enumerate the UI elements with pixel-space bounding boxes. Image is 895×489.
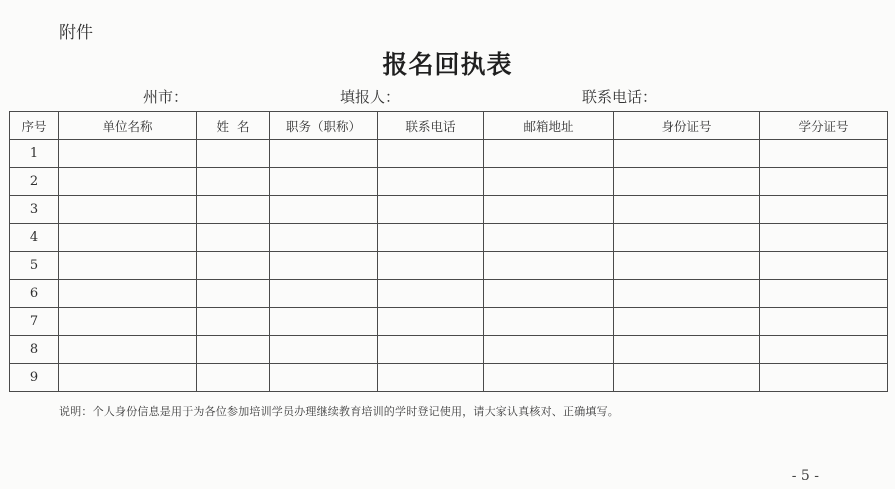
table-cell[interactable]	[59, 308, 197, 336]
table-cell[interactable]	[484, 168, 614, 196]
table-cell[interactable]	[484, 308, 614, 336]
attachment-label: 附件	[59, 23, 93, 43]
table-cell[interactable]	[484, 364, 614, 392]
table-cell[interactable]	[197, 308, 270, 336]
table-cell[interactable]	[197, 140, 270, 168]
table-cell[interactable]	[378, 224, 484, 252]
table-cell[interactable]	[59, 140, 197, 168]
table-cell[interactable]	[59, 252, 197, 280]
table-cell[interactable]	[760, 364, 888, 392]
table-cell[interactable]	[270, 364, 378, 392]
table-cell[interactable]	[614, 336, 760, 364]
row-index: 4	[10, 224, 59, 252]
table-row	[10, 280, 888, 308]
city-field-label: 州市：	[143, 88, 189, 106]
table-cell[interactable]	[197, 224, 270, 252]
table-cell[interactable]	[270, 308, 378, 336]
table-cell[interactable]	[484, 336, 614, 364]
row-index: 2	[10, 168, 59, 196]
table-row	[10, 308, 888, 336]
table-cell[interactable]	[484, 280, 614, 308]
table-cell[interactable]	[760, 224, 888, 252]
table-cell[interactable]	[614, 252, 760, 280]
row-index: 8	[10, 336, 59, 364]
header-credit-number: 学分证号	[760, 112, 888, 140]
table-cell[interactable]	[197, 252, 270, 280]
table-cell[interactable]	[378, 280, 484, 308]
form-title: 报名回执表	[382, 50, 513, 79]
table-cell[interactable]	[760, 252, 888, 280]
table-cell[interactable]	[197, 364, 270, 392]
table-cell[interactable]	[760, 336, 888, 364]
table-header-row	[10, 112, 888, 140]
table-cell[interactable]	[197, 280, 270, 308]
filler-field-label: 填报人：	[340, 88, 401, 106]
row-index: 5	[10, 252, 59, 280]
table-cell[interactable]	[760, 280, 888, 308]
table-row	[10, 168, 888, 196]
row-index: 3	[10, 196, 59, 224]
table-cell[interactable]	[614, 280, 760, 308]
table-cell[interactable]	[59, 224, 197, 252]
phone-field-label: 联系电话：	[582, 88, 658, 106]
table-cell[interactable]	[484, 196, 614, 224]
header-position: 职务（职称）	[270, 112, 378, 140]
row-index: 6	[10, 280, 59, 308]
table-cell[interactable]	[378, 140, 484, 168]
page-number: - 5 -	[791, 468, 819, 484]
table-cell[interactable]	[378, 364, 484, 392]
row-index: 7	[10, 308, 59, 336]
table-cell[interactable]	[484, 224, 614, 252]
registration-table	[9, 111, 888, 392]
table-row	[10, 196, 888, 224]
table-cell[interactable]	[197, 168, 270, 196]
row-index: 1	[10, 140, 59, 168]
table-cell[interactable]	[760, 168, 888, 196]
table-cell[interactable]	[614, 140, 760, 168]
table-cell[interactable]	[614, 224, 760, 252]
header-email: 邮箱地址	[484, 112, 614, 140]
table-cell[interactable]	[760, 140, 888, 168]
table-row	[10, 336, 888, 364]
table-cell[interactable]	[59, 336, 197, 364]
table-row	[10, 364, 888, 392]
table-cell[interactable]	[197, 336, 270, 364]
table-cell[interactable]	[59, 364, 197, 392]
table-row	[10, 252, 888, 280]
header-id-number: 身份证号	[614, 112, 760, 140]
table-cell[interactable]	[614, 168, 760, 196]
table-cell[interactable]	[378, 336, 484, 364]
table-cell[interactable]	[270, 280, 378, 308]
table-cell[interactable]	[378, 168, 484, 196]
table-cell[interactable]	[270, 196, 378, 224]
table-cell[interactable]	[270, 252, 378, 280]
table-cell[interactable]	[484, 252, 614, 280]
header-index: 序号	[10, 112, 59, 140]
table-cell[interactable]	[378, 308, 484, 336]
table-cell[interactable]	[197, 196, 270, 224]
table-cell[interactable]	[484, 140, 614, 168]
table-cell[interactable]	[378, 196, 484, 224]
table-cell[interactable]	[614, 196, 760, 224]
table-cell[interactable]	[270, 336, 378, 364]
table-cell[interactable]	[270, 168, 378, 196]
table-cell[interactable]	[270, 224, 378, 252]
table-cell[interactable]	[760, 308, 888, 336]
table-cell[interactable]	[614, 308, 760, 336]
table-cell[interactable]	[614, 364, 760, 392]
usage-note: 说明：个人身份信息是用于为各位参加培训学员办理继续教育培训的学时登记使用，请大家认真核对、正确填写。	[59, 405, 619, 418]
table-cell[interactable]	[270, 140, 378, 168]
header-organization: 单位名称	[59, 112, 197, 140]
table-cell[interactable]	[378, 252, 484, 280]
table-cell[interactable]	[59, 196, 197, 224]
table-cell[interactable]	[59, 168, 197, 196]
header-phone: 联系电话	[378, 112, 484, 140]
header-name: 姓 名	[197, 112, 270, 140]
table-row	[10, 140, 888, 168]
row-index: 9	[10, 364, 59, 392]
table-row	[10, 224, 888, 252]
table-cell[interactable]	[760, 196, 888, 224]
table-cell[interactable]	[59, 280, 197, 308]
